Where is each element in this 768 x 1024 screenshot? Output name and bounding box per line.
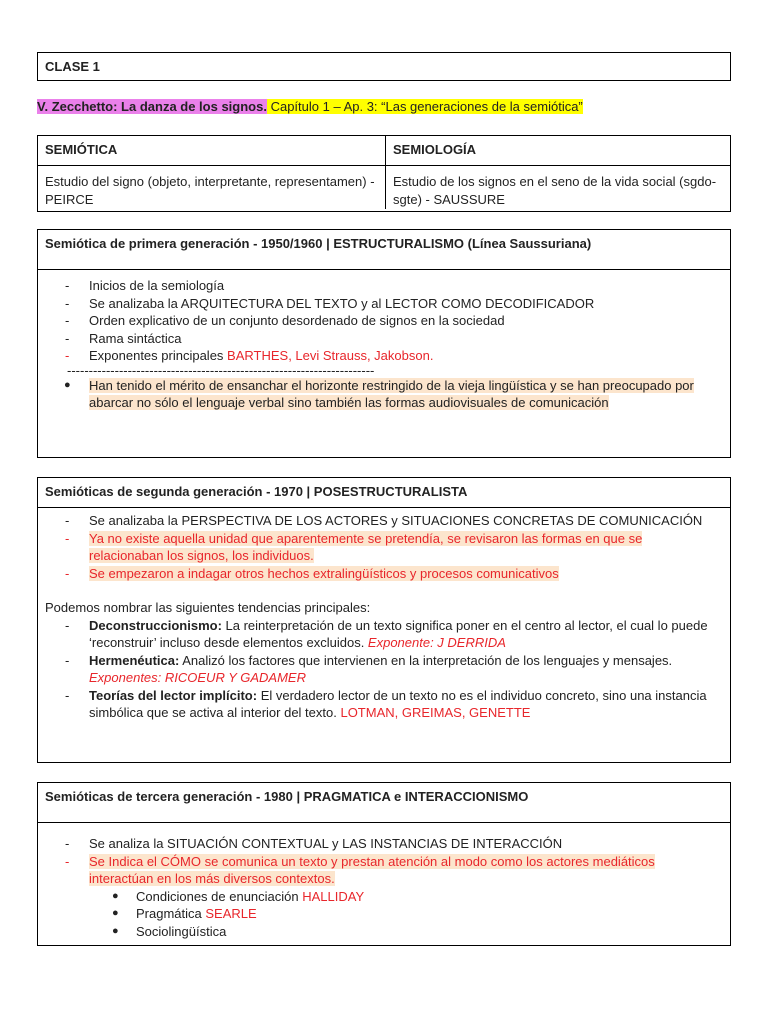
table-row (38, 166, 730, 209)
second-generation-header: Semióticas de segunda generación - 1970 | POSESTRUCTURALISTA (38, 478, 730, 508)
trend-exponent: LOTMAN, GREIMAS, GENETTE (340, 705, 531, 720)
list-item: - Inicios de la semiología (38, 277, 730, 295)
third-generation-header: Semióticas de tercera generación - 1980 | PRAGMATICA e INTERACCIONISMO (38, 783, 730, 823)
class-heading-box (37, 52, 731, 81)
list-item-exponents (38, 347, 730, 365)
exponents-names: BARTHES, Levi Strauss, Jakobson. (227, 348, 434, 363)
list-item: - Rama sintáctica (38, 330, 730, 348)
list-item (38, 853, 730, 888)
trend-name: Deconstruccionismo: (89, 617, 222, 633)
list-item (38, 565, 730, 583)
trend-text: La reinterpretación de un texto significa poner en el centro al lector, el cual lo puede ‘reconstruir’ incluso desde elementos excluidos. (89, 617, 708, 650)
highlight-text: Ya no existe aquella unidad que aparentemente se pretendía, se revisaron las formas en que se relacionaban los signos, los individuos. (89, 530, 643, 563)
trend-name: Teorías del lector implícito: (89, 687, 258, 703)
cell-semiotica: Estudio del signo (objeto, interpretante, representamen) - PEIRCE (38, 166, 386, 209)
merit-text: Han tenido el mérito de ensanchar el horizonte restringido de la vieja lingüística y se han preocupado por abarcar no sólo el lenguaje verbal sino también las formas audiovisuales de comunicación (89, 377, 694, 410)
sub-item-label: Sociolingüística (136, 923, 227, 939)
list-item-merit (38, 377, 730, 412)
list-item: - Se analiza la SITUACIÓN CONTEXTUAL y LAS INSTANCIAS DE INTERACCIÓN (38, 835, 730, 853)
trend-item (38, 652, 730, 687)
third-generation-section (37, 782, 731, 946)
second-generation-section (37, 477, 731, 763)
separator-line: ----------------------------------------------------------------------- (67, 364, 375, 377)
first-generation-section (37, 229, 731, 458)
header-semiologia: SEMIOLOGÍA (393, 142, 477, 157)
sub-item (38, 888, 730, 906)
sub-item (38, 923, 730, 941)
trend-text: El verdadero lector de un texto no es el individuo concreto, sino una instancia simbólica que se activa al interior del texto. (89, 687, 707, 720)
header-semiotica: SEMIÓTICA (38, 136, 386, 165)
sub-item-author: SEARLE (205, 906, 257, 921)
trend-text: Analizó los factores que intervienen en la interpretación de los lenguajes y mensajes. (179, 652, 673, 668)
first-generation-header: Semiótica de primera generación - 1950/1960 | ESTRUCTURALISMO (Línea Saussuriana) (38, 230, 730, 270)
comparison-table (37, 135, 731, 212)
list-item: - Se analizaba la PERSPECTIVA DE LOS ACTORES y SITUACIONES CONCRETAS DE COMUNICACIÓN (38, 512, 730, 530)
trend-exponent: Exponente: J DERRIDA (367, 635, 506, 650)
exponents-label: Exponentes principales (89, 348, 228, 363)
source-title (37, 98, 583, 115)
sub-item-label: Condiciones de enunciación (136, 888, 303, 904)
trends-intro: Podemos nombrar las siguientes tendencias principales: (45, 600, 371, 615)
trend-exponent: Exponentes: RICOEUR Y GADAMER (89, 670, 306, 685)
table-header-row (38, 136, 730, 166)
trend-item (38, 617, 730, 652)
highlight-text: Se Indica el CÓMO se comunica un texto y prestan atención al modo como los actores mediáticos interactúan en los más diversos contextos. (89, 853, 655, 886)
list-item (38, 530, 730, 565)
list-item: - Se analizaba la ARQUITECTURA DEL TEXTO y al LECTOR COMO DECODIFICADOR (38, 295, 730, 313)
source-author-book: V. Zecchetto: La danza de los signos. (37, 99, 267, 114)
highlight-text: Se empezaron a indagar otros hechos extralingüísticos y procesos comunicativos (89, 565, 559, 581)
class-heading: CLASE 1 (45, 59, 100, 74)
sub-item-author: HALLIDAY (302, 888, 365, 904)
cell-semiologia: Estudio de los signos en el seno de la vida social (sgdo-sgte) - SAUSSURE (393, 174, 717, 207)
list-item: - Orden explicativo de un conjunto desordenado de signos en la sociedad (38, 312, 730, 330)
source-chapter: Capítulo 1 – Ap. 3: “Las generaciones de la semiótica” (266, 99, 583, 114)
sub-item-label: Pragmática (136, 906, 206, 921)
trend-item (38, 687, 730, 722)
trend-name: Hermenéutica: (89, 652, 180, 668)
sub-item (38, 905, 730, 923)
